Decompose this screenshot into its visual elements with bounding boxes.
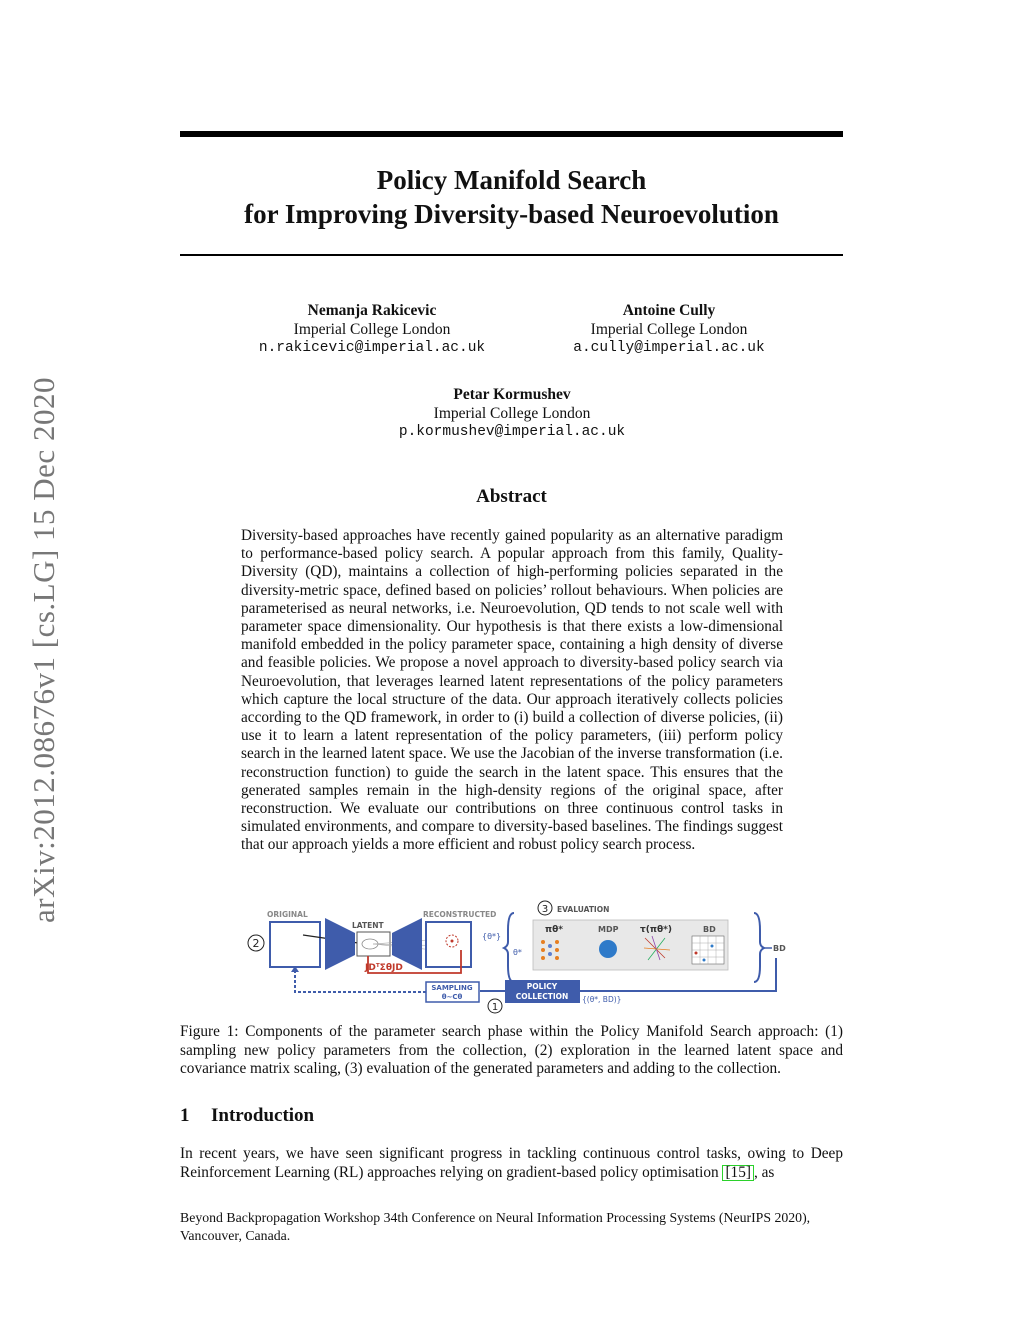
reconstructed-label: RECONSTRUCTED xyxy=(423,910,497,919)
step-1-label: 1 xyxy=(491,1002,499,1013)
reconstructed-point xyxy=(451,940,454,943)
theta-star-label: θ* xyxy=(513,948,522,957)
evaluation-label: EVALUATION xyxy=(557,905,610,914)
author-email: a.cully@imperial.ac.uk xyxy=(573,340,765,356)
author-affiliation: Imperial College London xyxy=(293,321,451,338)
mdp-globe-icon xyxy=(599,940,617,958)
policy-collection-label-2: COLLECTION xyxy=(515,992,569,1001)
bd-output-label: BD xyxy=(773,944,786,953)
policy-collection-label-1: POLICY xyxy=(526,982,558,991)
title-top-rule xyxy=(180,131,843,137)
encoder-shape xyxy=(325,918,355,970)
theta-set-label: {θ*} xyxy=(482,932,502,941)
abstract-heading: Abstract xyxy=(476,486,547,507)
author-name: Antoine Cully xyxy=(622,302,716,319)
footnote: Beyond Backpropagation Workshop 34th Conference on Neural Information Processing Systems (NeurIPS 2020), Vancouver, Canada. xyxy=(180,1210,811,1243)
sampling-label: SAMPLING xyxy=(431,984,473,992)
title-line-2: for Improving Diversity-based Neuroevolution xyxy=(244,199,779,229)
sampling-sub-label: θ~Cθ xyxy=(441,993,463,1001)
latent-label: LATENT xyxy=(352,921,384,930)
step-2-label: 2 xyxy=(252,937,260,950)
policy-label: πθ* xyxy=(545,925,564,935)
intro-text-tail: , as xyxy=(753,1163,775,1181)
intro-text: In recent years, we have seen significant progress in tackling continuous control tasks, owing to Deep Reinforcement Learning (RL) approaches relying on gradient-based policy optimisation xyxy=(180,1145,843,1181)
original-label: ORIGINAL xyxy=(267,910,308,919)
abstract-text: Diversity-based approaches have recently gained popularity as an alternative paradigm to performance-based policy search. A popular approach from this family, Quality-Diversity (QD), maintains a collection of high-performing policies separated in the diversity-metric space, defined based on policies’ rollout behaviours. When policies are parameterised as neural networks, i.e. Neuroevolution, QD tends to not scale well with parameter space dimensionality. Our hypothesis is that there exists a low-dimensional manifold embedded in the policy parameter space, containing a high density of diverse and feasible policies. We propose a novel approach to diversity-based policy search via Neuroevolution, that leverages learned latent representations of the policy parameters which capture the local structure of the data. Our approach iteratively collects policies according to the QD framework, in order to (i) build a collection of diverse policies, (ii) use it to learn a latent representation of the policy parameters, (iii) perform policy search in the learned latent space. We use the Jacobian of the inverse transformation (i.e. reconstruction function) to guide the search in the latent space. This ensures that the generated samples remain in the high-density regions of the original space, after reconstruction. We evaluate our contributions on three continuous control tasks in simulated environments, and compare to diversity-based baselines. The findings suggest that our approach yields a more efficient and robust policy search process. xyxy=(241,527,783,854)
author-block xyxy=(519,301,819,358)
section-number: 1 xyxy=(180,1105,190,1126)
author-block xyxy=(222,301,522,358)
citation-link[interactable]: [15] xyxy=(722,1165,754,1181)
author-block xyxy=(362,385,662,442)
mdp-label: MDP xyxy=(598,925,619,934)
arxiv-stamp xyxy=(0,0,87,1325)
section-title: Introduction xyxy=(211,1105,315,1126)
bd-grid-icon xyxy=(692,936,724,964)
jacobian-label: JDᵀΣθJD xyxy=(365,963,403,973)
paper-title xyxy=(180,163,843,231)
author-affiliation: Imperial College London xyxy=(590,321,748,338)
original-space-box xyxy=(270,922,320,967)
author-affiliation: Imperial College London xyxy=(433,405,591,422)
collection-pairs-label: {(θ*, BD)} xyxy=(582,995,622,1004)
trajectory-label: τ(πθ*) xyxy=(640,925,672,935)
author-email: p.kormushev@imperial.ac.uk xyxy=(398,424,626,440)
title-line-1: Policy Manifold Search xyxy=(376,165,647,195)
author-email: n.rakicevic@imperial.ac.uk xyxy=(258,340,486,356)
reconstructed-space-box xyxy=(426,922,471,967)
title-bottom-rule xyxy=(180,254,843,256)
arxiv-stamp-text: arXiv:2012.08676v1 [cs.LG] 15 Dec 2020 xyxy=(26,377,61,923)
author-name: Petar Kormushev xyxy=(453,386,571,403)
author-name: Nemanja Rakicevic xyxy=(307,302,437,319)
step-3-label: 3 xyxy=(541,904,549,915)
intro-paragraph xyxy=(180,1145,843,1182)
bd-grid-label: BD xyxy=(703,925,716,934)
figure-caption: Figure 1: Components of the parameter search phase within the Policy Manifold Search approach: (1) sampling new policy parameters from the collection, (2) exploration in the learned latent space and covariance matrix scaling, (3) evaluation of the generated parameters and adding to the collection. xyxy=(180,1023,843,1077)
figure-1 xyxy=(240,900,790,1022)
figure-diagram xyxy=(240,900,790,1022)
section-heading xyxy=(180,1105,314,1127)
